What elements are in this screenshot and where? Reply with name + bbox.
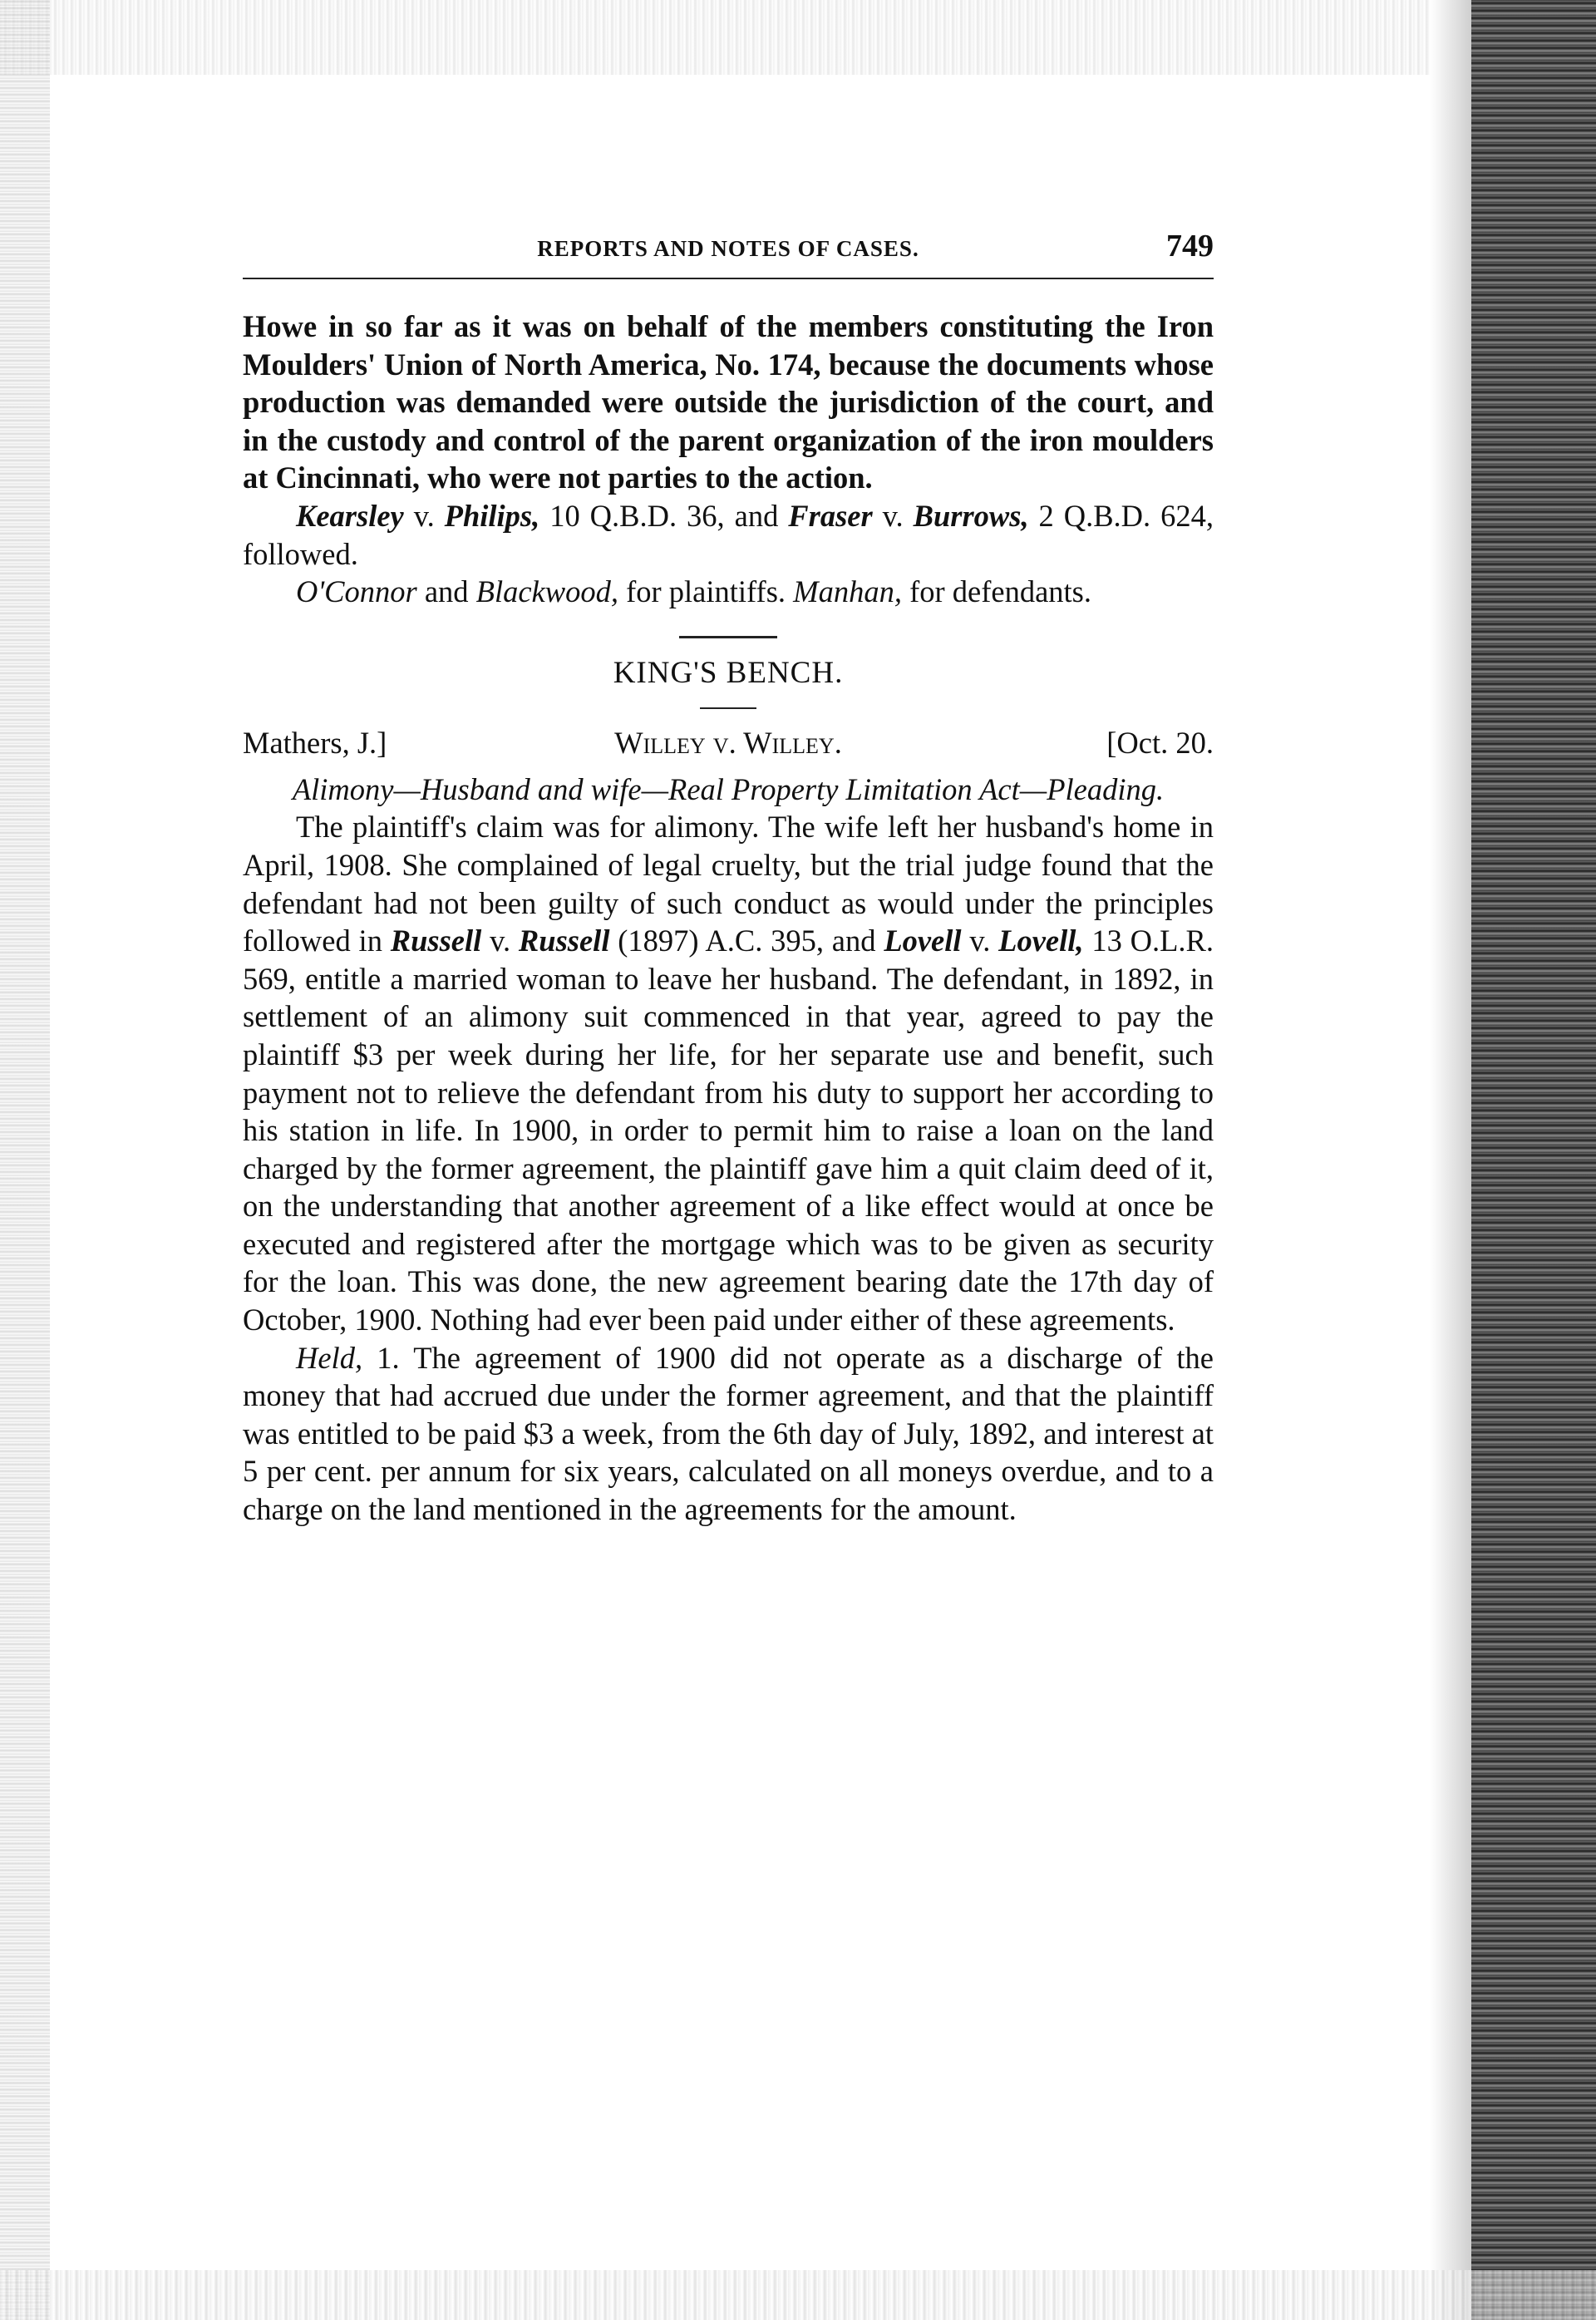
held-text: 1. The agreement of 1900 did not operate as a discharge of the money that had accrued due under the former agreement, and that the plaintiff was entitled to be paid $3 a week, from the 6th day of July, 1892, and interest at 5 per cent. per annum for six years, calculated on all moneys overdue, and to a charge on the land mentioned in the agreements for the amount. xyxy=(243,1340,1214,1527)
running-head xyxy=(243,224,1214,279)
case-name: Lovell xyxy=(884,924,962,958)
case-name: Lovell, xyxy=(998,924,1084,958)
case-date: [Oct. 20. xyxy=(1106,725,1214,760)
held-paragraph xyxy=(243,1339,1214,1529)
counsel-text: for defendants. xyxy=(901,574,1091,609)
followed-cases xyxy=(243,497,1214,573)
scan-border-top xyxy=(0,0,1596,75)
section-divider xyxy=(679,636,777,638)
scan-border-right xyxy=(1471,0,1596,2320)
scan-border-left xyxy=(0,0,50,2320)
case-name: Burrows, xyxy=(913,498,1029,533)
citation: 2 Q.B.D. 624, followed. xyxy=(243,498,1214,571)
facts-text: The plaintiff's claim was for alimony. The wife left her husband's home in April, 1908. She complained of legal cruelty, but the trial judge found that the defendant had not been guilty of such conduct as would under the principles followed in xyxy=(243,810,1214,958)
scan-border-bottom xyxy=(0,2270,1596,2320)
held-label: Held, xyxy=(296,1340,363,1375)
running-head-title: REPORTS AND NOTES OF CASES. xyxy=(537,236,919,261)
counsel-name: O'Connor xyxy=(296,574,417,609)
facts-text: (1897) A.C. 395, and xyxy=(609,924,884,958)
section-subdivider xyxy=(700,707,756,709)
versus: v. xyxy=(961,924,999,958)
case-caption xyxy=(243,724,1214,766)
counsel-text: and xyxy=(416,574,476,609)
page xyxy=(243,224,1214,1529)
facts-text: 13 O.L.R. 569, entitle a married woman to leave her husband. The defendant, in 1892, in settlement of an alimony suit commenced in that year, agreed to pay the plaintiff $3 per week during her life, for her separate use and benefit, such payment not to relieve the defendant from his duty to support her according to his station in life. In 1900, in order to permit him to raise a loan on the land charged by the former agreement, the plaintiff gave him a quit claim deed of it, on the understanding that another agreement of a like effect would at once be executed and registered after the mortgage which was to be given as security for the loan. This was done, the new agreement bearing date the 17th day of October, 1900. Nothing had ever been paid under either of these agreements. xyxy=(243,924,1214,1337)
continued-paragraph: Howe in so far as it was on behalf of the members constituting the Iron Moulders' Union of North America, No. 174, because the documents whose production was demanded were outside the jurisdiction of the court, and in the custody and control of the parent organization of the iron moulders at Cincinnati, who were not parties to the action. xyxy=(243,309,1214,495)
versus: v. xyxy=(481,924,519,958)
counsel-text: for plaintiffs. xyxy=(618,574,794,609)
case-name-title: Willey v. Willey. xyxy=(614,725,842,760)
facts-paragraph xyxy=(243,808,1214,1338)
counsel-line xyxy=(243,573,1214,611)
case-name: Fraser xyxy=(788,498,873,533)
counsel-name: Manhan, xyxy=(793,574,902,609)
section-title: KING'S BENCH. xyxy=(613,655,844,690)
versus: v. xyxy=(403,498,445,533)
judge: Mathers, J.] xyxy=(243,725,387,760)
counsel-name: Blackwood, xyxy=(475,574,618,609)
case-name: Russell xyxy=(390,924,482,958)
case-name: Russell xyxy=(518,924,610,958)
headnote: Alimony—Husband and wife—Real Property Limitation Act—Pleading. xyxy=(292,771,1165,806)
case-name: Philips, xyxy=(444,498,540,533)
citation: 10 Q.B.D. 36, and xyxy=(539,498,789,533)
page-number: 749 xyxy=(1166,229,1214,264)
versus: v. xyxy=(872,498,914,533)
page-gutter-shadow xyxy=(1430,0,1471,2320)
case-name: Kearsley xyxy=(296,498,404,533)
